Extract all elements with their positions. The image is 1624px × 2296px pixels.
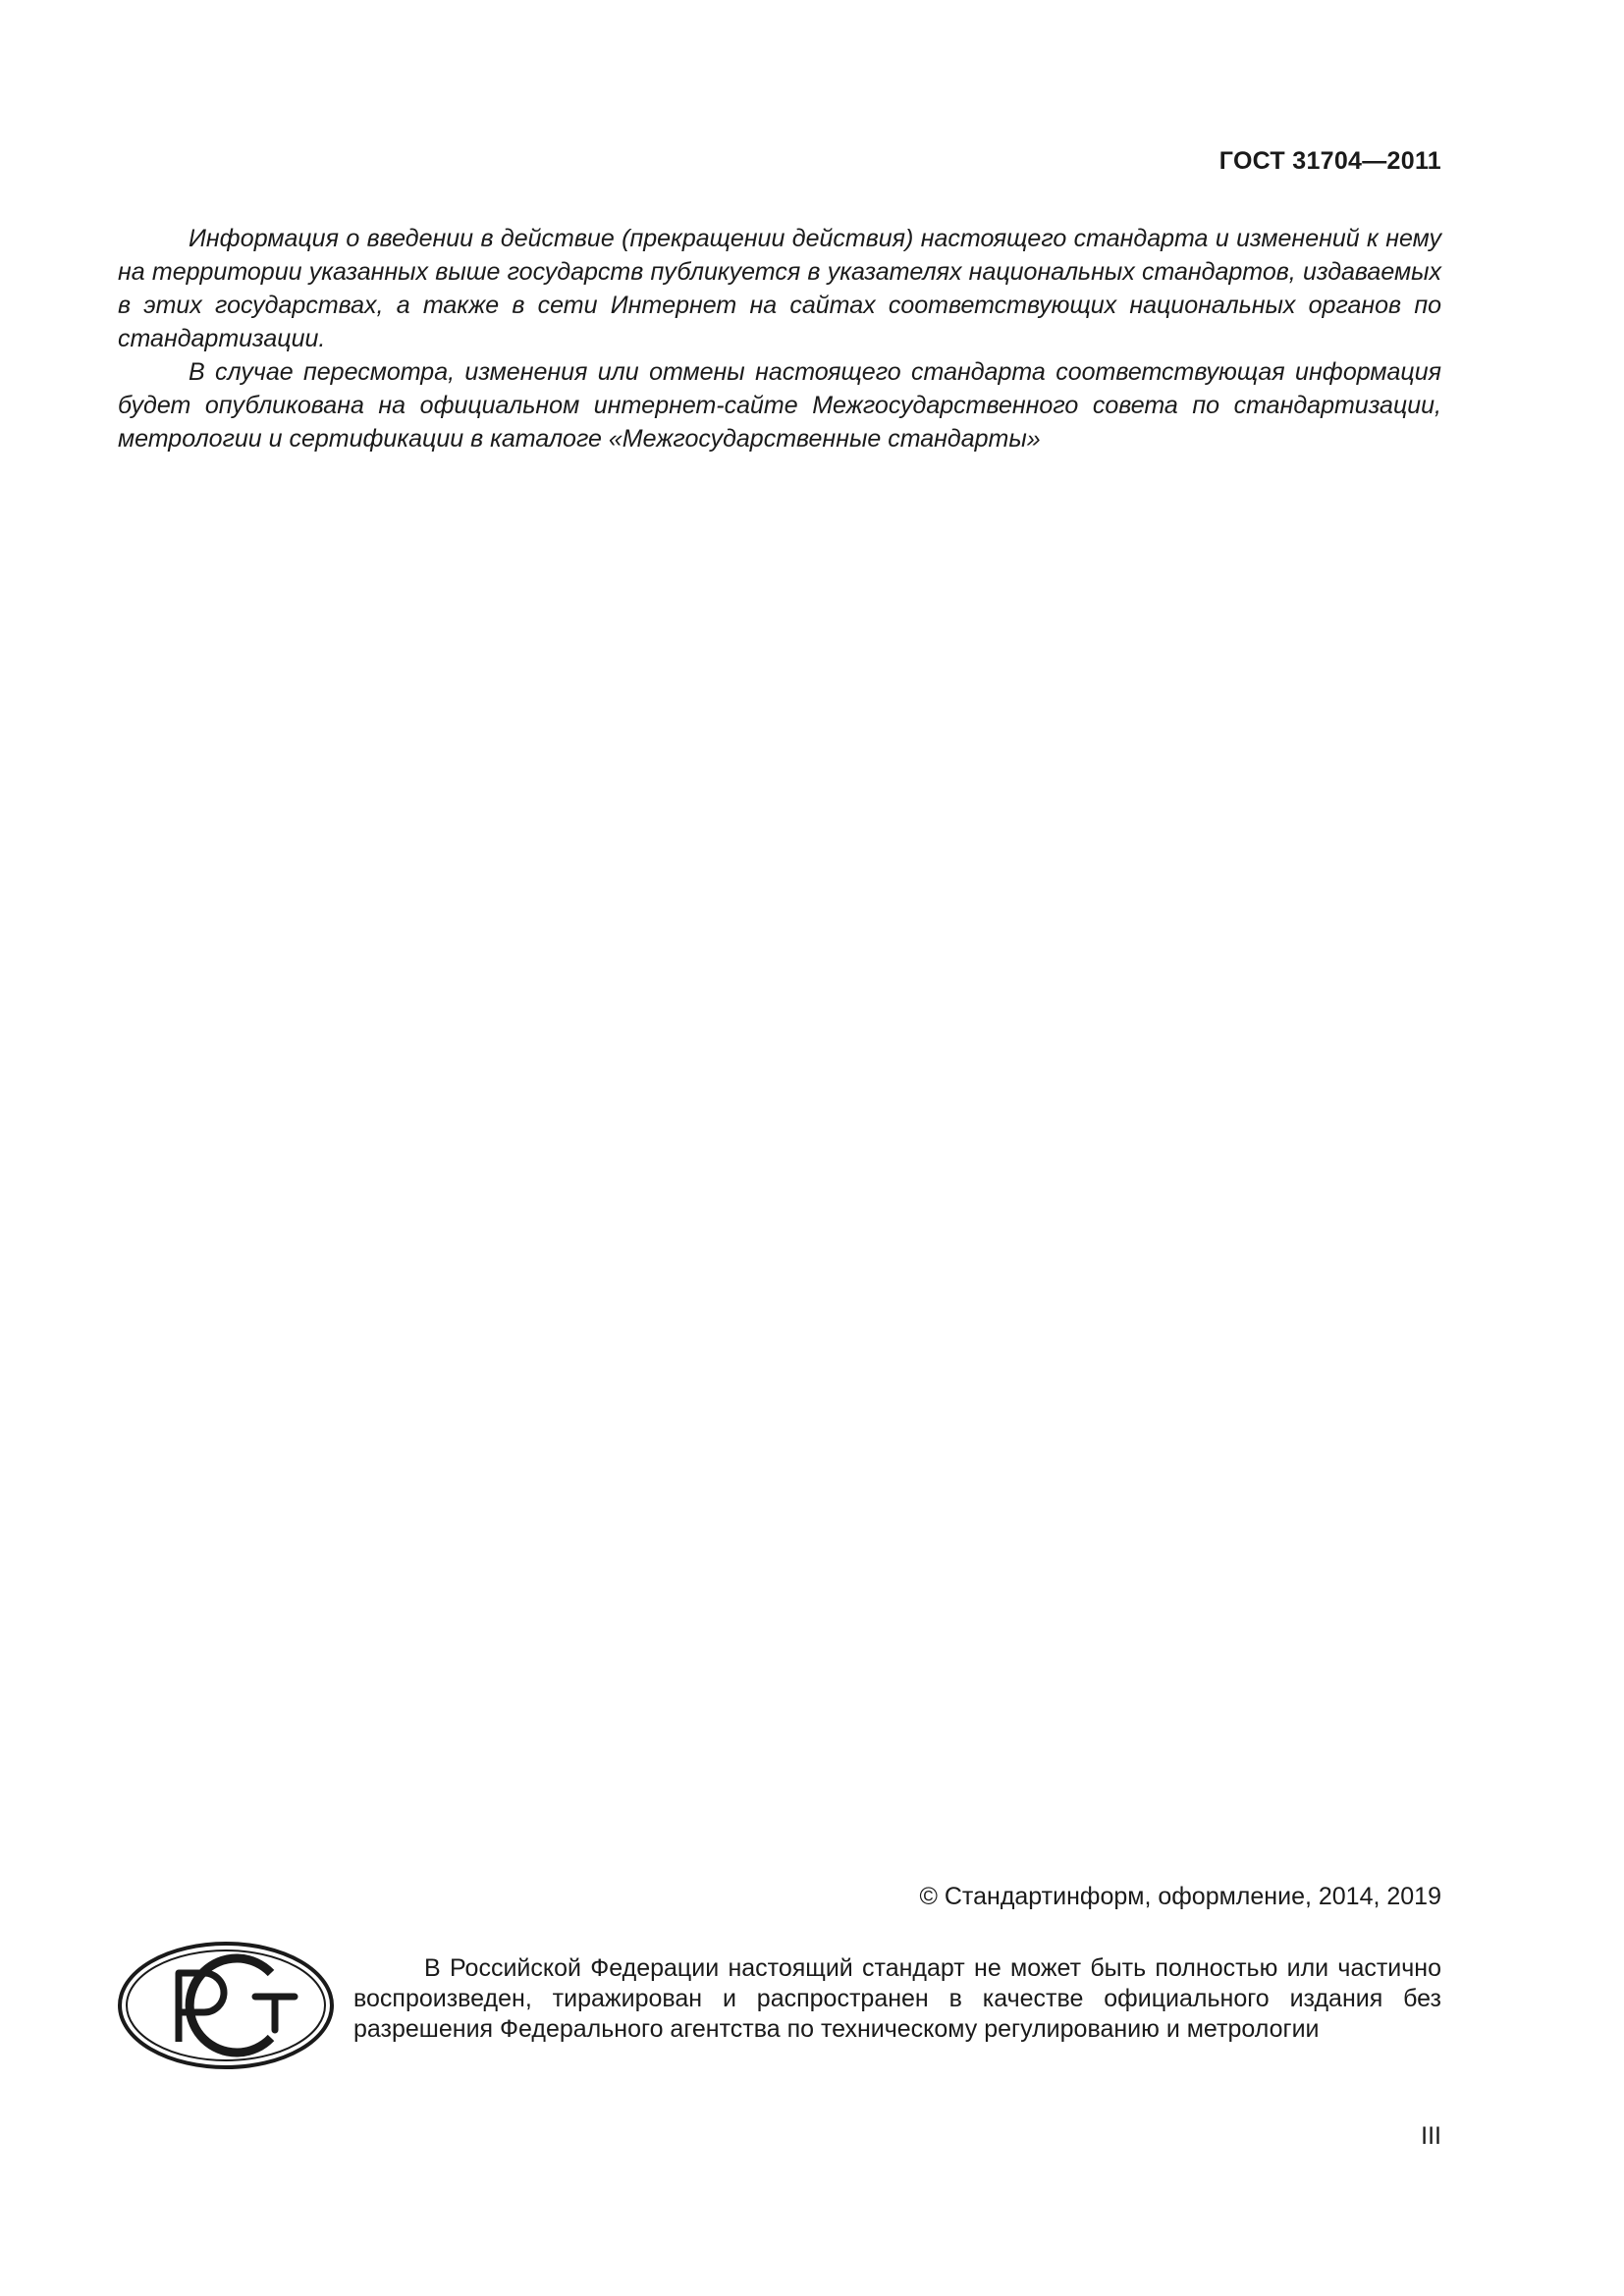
reprint-notice: В Российской Федерации настоящий стандарт не может быть полностью или частично воспроизведен, тиражирован и распространен в качестве официального издания без разрешения Федерального агентства по техническому регулированию и метрологии [353,1954,1441,2043]
info-block [118,222,1441,455]
standard-code: ГОСТ 31704—2011 [1218,147,1441,175]
page-number: III [1421,2122,1441,2150]
rst-logo-icon [116,1940,336,2071]
info-paragraph-revision: В случае пересмотра, изменения или отмены настоящего стандарта соответствующая информация будет опубликована на официальном интернет-сайте Межгосударственного совета по стандартизации, метрологии и сертификации в каталоге «Межгосударственные стандарты» [118,358,1441,453]
info-paragraph-effective: Информация о введении в действие (прекращении действия) настоящего стандарта и изменений к нему на территории указанных выше государств публикуется в указателях национальных стандартов, издаваемых в этих государствах, а также в сети Интернет на сайтах соответствующих национальных органов по стандартизации. [118,225,1441,352]
copyright-notice: © Стандартинформ, оформление, 2014, 2019 [919,1883,1441,1910]
